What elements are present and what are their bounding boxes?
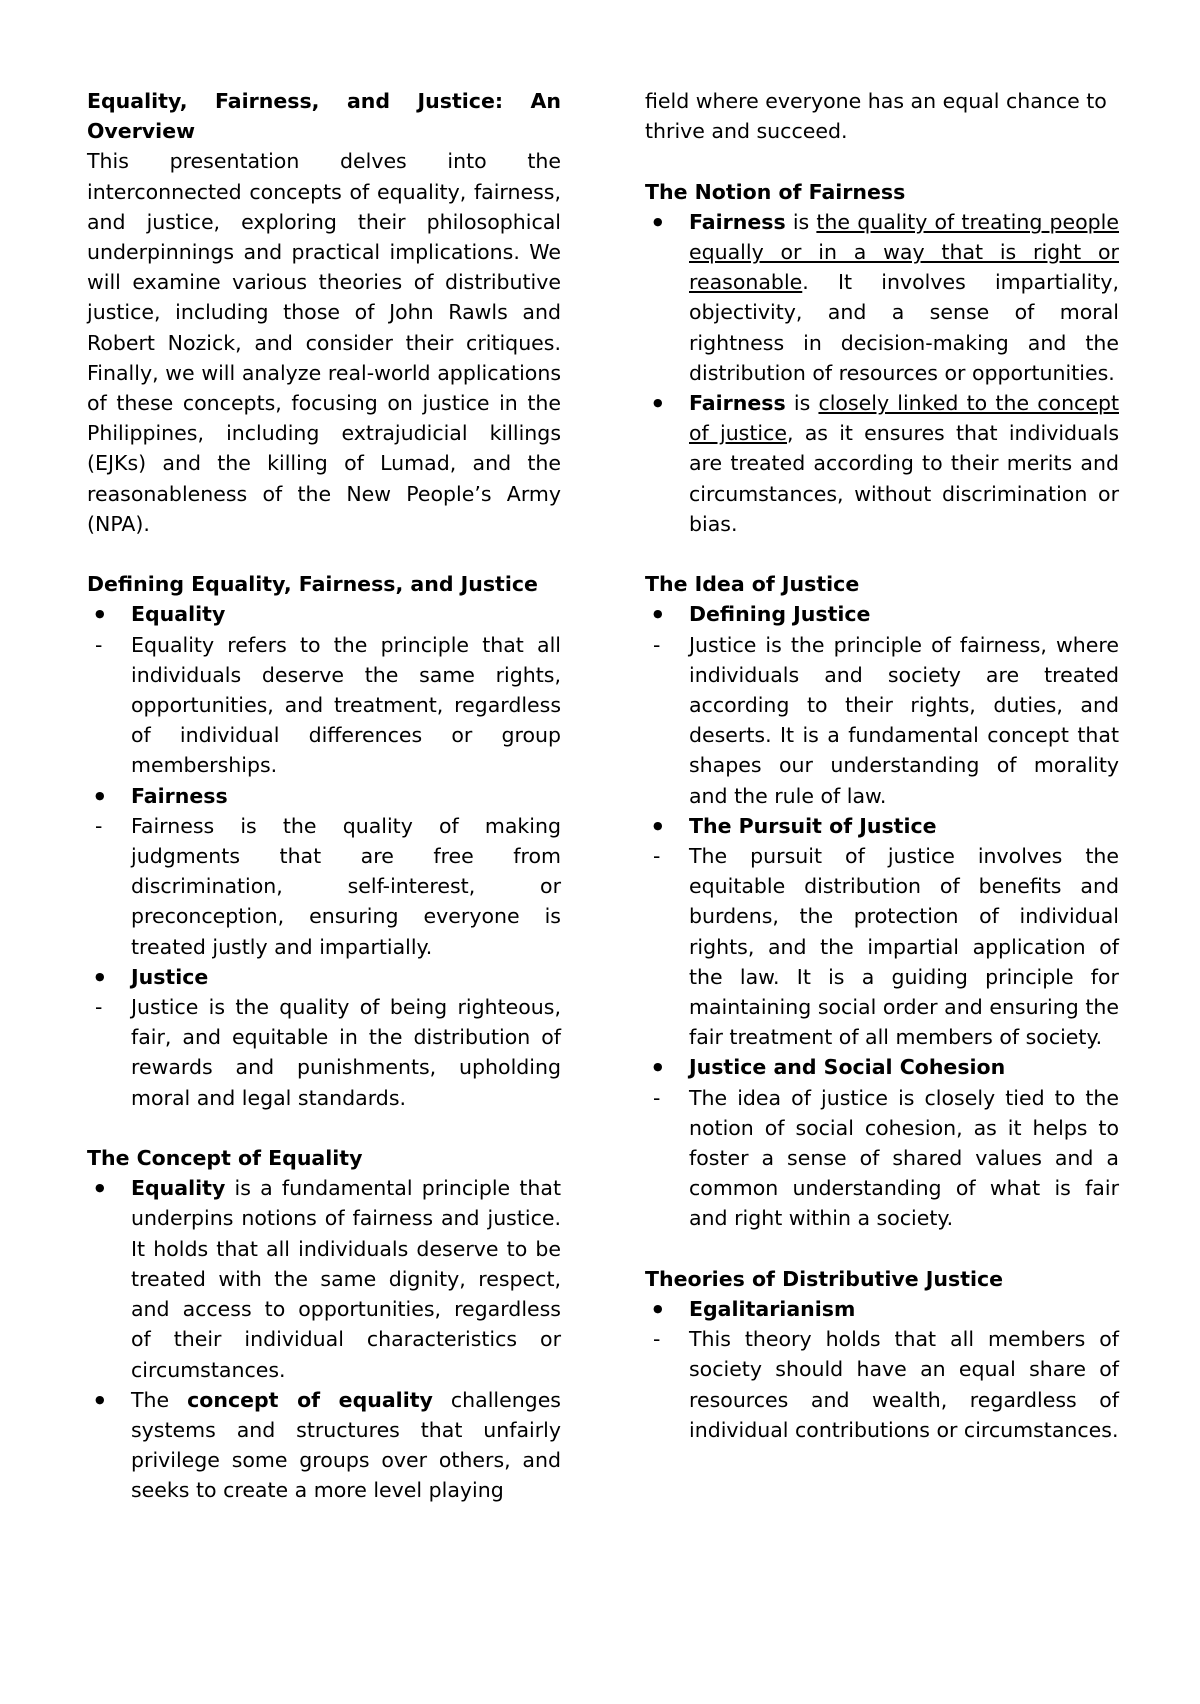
concept-equality-continued bbox=[645, 86, 1119, 146]
notion-fairness-underlined-1: the quality of treating people equally or in a way that is right or reasonable bbox=[689, 209, 1119, 295]
notion-fairness-bullet-2 bbox=[645, 388, 1119, 539]
overview-title: Equality, Fairness, and Justice: An Overview bbox=[87, 89, 561, 144]
concept-equality-bullet-1 bbox=[87, 1173, 561, 1384]
right-column bbox=[645, 86, 1119, 1445]
left-column bbox=[87, 86, 561, 1506]
overview-text: This presentation delves into the interconnected concepts of equality, fairness, and justice, exploring their philosophical underpinnings and practical implications. We will examine various theories of distributive justice, including those of John Rawls and Robert Nozick, and consider their critiques. Finally, we will analyze real-world applications of these concepts, focusing on justice in the Philippines, including extrajudicial killings (EJKs) and the killing of Lumad, and the reasonableness of the New People’s Army (NPA). bbox=[87, 149, 561, 536]
notion-fairness-mid-1: is bbox=[785, 209, 817, 234]
definition-equality: - Equality refers to the principle that all individuals deserve the same rights, opportunities, and treatment, regardless of individual differences or group memberships. bbox=[87, 630, 561, 781]
idea-justice-list bbox=[645, 599, 1119, 1233]
concept-equality-text-1: is a fundamental principle that underpins notions of fairness and justice. It holds that all individuals deserve to be treated with the same dignity, respect, and access to opportunities, regardless of their individual characteristics or circumstances. bbox=[131, 1176, 561, 1382]
defining-list bbox=[87, 599, 561, 1112]
concept-equality-pre-2: The bbox=[131, 1387, 188, 1412]
text-egalitarianism: - This theory holds that all members of society should have an equal share of resources and wealth, regardless of individual contributions or circumstances. bbox=[645, 1324, 1119, 1445]
concept-equality-term-2: concept of equality bbox=[187, 1387, 433, 1412]
concept-equality-list bbox=[87, 1173, 561, 1505]
text-justice-social-cohesion: - The idea of justice is closely tied to the notion of social cohesion, as it helps to foster a sense of shared values and a common understanding of what is fair and right within a society. bbox=[645, 1083, 1119, 1234]
notion-fairness-mid-2: is bbox=[785, 391, 819, 416]
notion-fairness-heading: The Notion of Fairness bbox=[645, 179, 906, 204]
overview-section bbox=[87, 86, 561, 539]
concept-equality-heading: The Concept of Equality bbox=[87, 1146, 363, 1171]
idea-justice-heading: The Idea of Justice bbox=[645, 572, 860, 597]
notion-fairness-list bbox=[645, 207, 1119, 539]
definition-fairness: - Fairness is the quality of making judgments that are free from discrimination, self-interest, or preconception, ensuring everyone is treated justly and impartially. bbox=[87, 811, 561, 962]
notion-fairness-term-2: Fairness bbox=[689, 391, 786, 416]
notion-fairness-underlined-2: closely linked to the concept of justice bbox=[689, 391, 1119, 446]
notion-fairness-term-1: Fairness bbox=[689, 209, 786, 234]
term-fairness: ● Fairness bbox=[87, 781, 561, 811]
notion-fairness-text-2: , as it ensures that individuals are treated according to their merits and circumstances, without discrimination or bias. bbox=[689, 421, 1119, 536]
term-defining-justice: ● Defining Justice bbox=[645, 599, 1119, 629]
defining-section bbox=[87, 569, 561, 1113]
defining-heading: Defining Equality, Fairness, and Justice bbox=[87, 572, 538, 597]
theories-section bbox=[645, 1264, 1119, 1445]
concept-equality-section bbox=[87, 1143, 561, 1505]
idea-justice-section bbox=[645, 569, 1119, 1233]
notion-fairness-text-1: . It involves impartiality, objectivity, and a sense of moral rightness in decision-making and the distribution of resources or opportunities. bbox=[689, 270, 1119, 385]
text-pursuit-of-justice: - The pursuit of justice involves the equitable distribution of benefits and burdens, the protection of individual rights, and the impartial application of the law. It is a guiding principle for maintaining social order and ensuring the fair treatment of all members of society. bbox=[645, 841, 1119, 1052]
theories-list bbox=[645, 1294, 1119, 1445]
concept-equality-bullet-2 bbox=[87, 1385, 561, 1506]
term-egalitarianism: ● Egalitarianism bbox=[645, 1294, 1119, 1324]
concept-equality-text-2-continued: field where everyone has an equal chance to thrive and succeed. bbox=[645, 89, 1107, 144]
theories-heading: Theories of Distributive Justice bbox=[645, 1266, 1004, 1291]
term-pursuit-of-justice: ● The Pursuit of Justice bbox=[645, 811, 1119, 841]
term-justice: ● Justice bbox=[87, 962, 561, 992]
definition-justice: - Justice is the quality of being righteous, fair, and equitable in the distribution of rewards and punishments, upholding moral and legal standards. bbox=[87, 992, 561, 1113]
concept-equality-text-2: challenges systems and structures that unfairly privilege some groups over others, and seeks to create a more level playing bbox=[131, 1387, 561, 1503]
term-equality: ● Equality bbox=[87, 599, 561, 629]
notion-fairness-section bbox=[645, 177, 1119, 539]
text-defining-justice: - Justice is the principle of fairness, where individuals and society are treated according to their rights, duties, and deserts. It is a fundamental concept that shapes our understanding of morality and the rule of law. bbox=[645, 630, 1119, 811]
term-justice-social-cohesion: ● Justice and Social Cohesion bbox=[645, 1052, 1119, 1082]
concept-equality-term-1: Equality bbox=[131, 1176, 226, 1201]
notion-fairness-bullet-1 bbox=[645, 207, 1119, 388]
